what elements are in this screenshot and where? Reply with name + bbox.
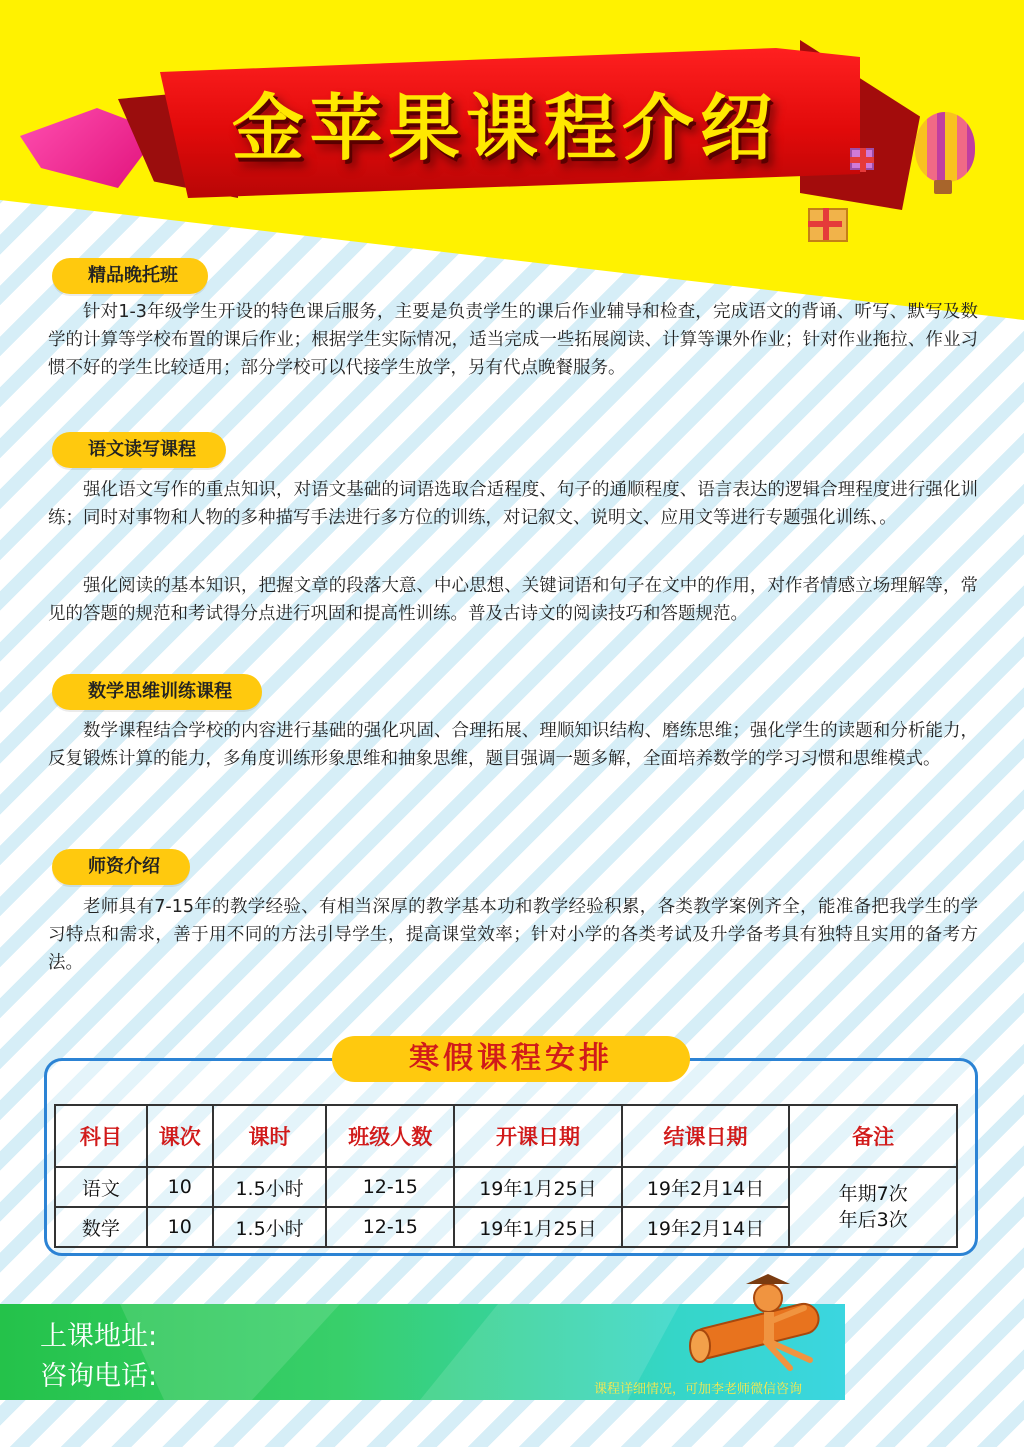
table-cell: 10 <box>147 1167 213 1207</box>
gift-box-small-icon <box>850 148 874 170</box>
section-paragraph: 针对1-3年级学生开设的特色课后服务，主要是负责学生的课后作业辅导和检查，完成语文的背诵、听写、默写及数学的计算等学校布置的课后作业；根据学生实际情况，适当完成一些拓展阅读、计算等课外作业；针对作业拖拉、作业习惯不好的学生比较适用；部分学校可以代接学生放学，另有代点晚餐服务。 <box>48 302 978 378</box>
column-header: 课次 <box>147 1105 213 1167</box>
column-header: 课时 <box>213 1105 327 1167</box>
table-cell: 1.5小时 <box>213 1167 327 1207</box>
table-cell: 语文 <box>55 1167 147 1207</box>
page-title: 金苹果课程介绍 <box>232 85 779 170</box>
table-cell: 12-15 <box>326 1167 454 1207</box>
section-paragraph: 强化阅读的基本知识，把握文章的段落大意、中心思想、关键词语和句子在文中的作用，对作者情感立场理解等，常见的答题的规范和考试得分点进行巩固和提高性训练。普及古诗文的阅读技巧和答题规范。 <box>48 576 978 624</box>
column-header: 班级人数 <box>326 1105 454 1167</box>
note-line: 年后3次 <box>838 1209 908 1231</box>
section-paragraph: 强化语文写作的重点知识，对语文基础的词语选取合适程度、句子的通顺程度、语言表达的逻辑合理程度进行强化训练；同时对事物和人物的多种描写手法进行多方位的训练，对记叙文、说明文、应用文等进行专题强化训练、。 <box>48 480 978 528</box>
address-label: 上课地址: <box>40 1321 158 1352</box>
gift-box-icon <box>808 208 848 242</box>
column-header: 开课日期 <box>454 1105 622 1167</box>
graduate-diploma-icon <box>680 1268 830 1378</box>
note-line: 年期7次 <box>838 1183 908 1205</box>
column-header: 备注 <box>789 1105 957 1167</box>
section-paragraph: 数学课程结合学校的内容进行基础的强化巩固、合理拓展、理顺知识结构、磨练思维；强化学生的读题和分析能力，反复锻炼计算的能力，多角度训练形象思维和抽象思维，题目强调一题多解，全面培养数学的学习习惯和思维模式。 <box>48 721 978 769</box>
table-cell: 数学 <box>55 1207 147 1247</box>
section-tag-teachers: 师资介绍 <box>52 849 190 885</box>
hot-air-balloon-icon <box>915 112 975 182</box>
wechat-consult-note: 课程详细情况，可加李老师微信咨询 <box>594 1382 803 1397</box>
schedule-title: 寒假课程安排 <box>332 1036 690 1082</box>
schedule-table <box>54 1104 958 1248</box>
section-tag-math-thinking: 数学思维训练课程 <box>52 674 262 710</box>
table-cell-note <box>789 1167 957 1247</box>
section-tag-evening-care: 精品晚托班 <box>52 258 208 294</box>
table-header-row <box>55 1105 957 1167</box>
section-tag-chinese-reading-writing: 语文读写课程 <box>52 432 226 468</box>
balloon-basket-icon <box>934 180 952 194</box>
section-paragraph: 老师具有7-15年的教学经验、有相当深厚的教学基本功和教学经验积累，各类教学案例齐全，能准备把我学生的学习特点和需求，善于用不同的方法引导学生，提高课堂效率；针对小学的各类考试及升学备考具有独特且实用的备考方法。 <box>48 897 978 973</box>
table-cell: 19年2月14日 <box>622 1167 790 1207</box>
table-cell: 12-15 <box>326 1207 454 1247</box>
table-row <box>55 1167 957 1207</box>
table-cell: 19年1月25日 <box>454 1167 622 1207</box>
table-cell: 19年2月14日 <box>622 1207 790 1247</box>
column-header: 结课日期 <box>622 1105 790 1167</box>
phone-label: 咨询电话: <box>40 1361 158 1392</box>
column-header: 科目 <box>55 1105 147 1167</box>
table-cell: 10 <box>147 1207 213 1247</box>
table-cell: 1.5小时 <box>213 1207 327 1247</box>
table-cell: 19年1月25日 <box>454 1207 622 1247</box>
